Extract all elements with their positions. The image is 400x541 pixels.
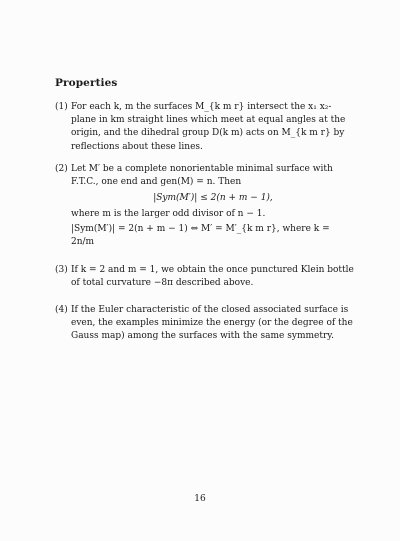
section-heading: Properties bbox=[55, 77, 118, 89]
item-number: (2) bbox=[55, 164, 68, 174]
item-number: (4) bbox=[55, 305, 68, 315]
item-text: For each k, m the surfaces M_{k m r} intersect the x₁ x₂-plane in km straight lines which meet at equal angles at the origin, and the dihedral group D(k m) acts on M_{k m r} by reflections about these lines. bbox=[71, 102, 346, 152]
item-continuation: where m is the larger odd divisor of n − 1. bbox=[71, 208, 266, 219]
item-number: (3) bbox=[55, 265, 68, 275]
property-item-2 bbox=[55, 163, 355, 249]
property-item-1 bbox=[55, 101, 355, 154]
item-text: Let M′ be a complete nonorientable minimal surface with F.T.C., one end and gen(M) = n. Then bbox=[71, 164, 333, 188]
item-number: (1) bbox=[55, 102, 68, 112]
property-item-4 bbox=[55, 304, 355, 344]
item-text: If k = 2 and m = 1, we obtain the once punctured Klein bottle of total curvature −8π described above. bbox=[71, 265, 354, 289]
page-number: 16 bbox=[194, 494, 206, 504]
property-item-3 bbox=[55, 264, 355, 290]
equality-line: |Sym(M′)| = 2(n + m − 1) ⇔ M′ = M′_{k m r}, where k = 2n/m bbox=[71, 223, 330, 248]
item-text: If the Euler characteristic of the closed associated surface is even, the examples minimize the energy (or the degree of the Gauss map) among the surfaces with the same symmetry. bbox=[71, 305, 353, 342]
display-inequality: |Sym(M′)| ≤ 2(n + m − 1), bbox=[153, 193, 273, 204]
